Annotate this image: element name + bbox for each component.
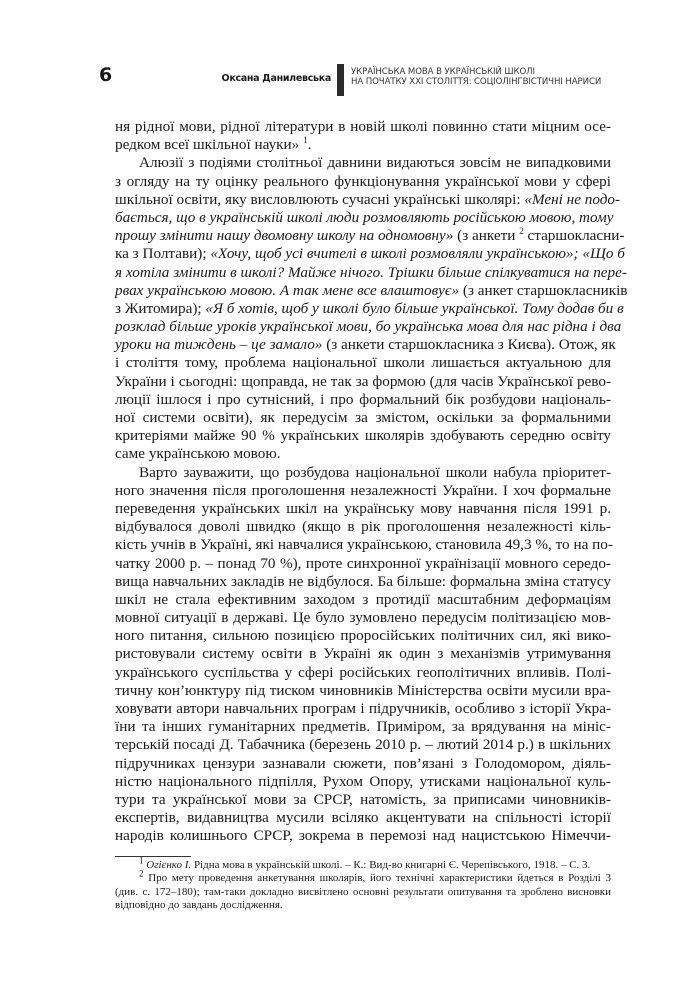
footnote-separator: [115, 856, 191, 857]
text-line: [115, 154, 611, 172]
text-run: тури та української мови за СРСР, натомість, за приписами чиновників-: [115, 790, 611, 808]
text-run: Рідна мова в українській школі. – К.: Вид-во книгарні Є. Черепівського, 1918. – С. 3.: [191, 859, 591, 871]
text-run: ховувати автори навчальних програм і підручників, особливо з історії Укра-: [115, 700, 611, 717]
text-run: (з анкети старшокласника з Києва). Отож, як: [322, 336, 616, 354]
text-run: з огляду на ту оцінку реального функціонування української мови у сфері: [115, 172, 611, 190]
text-line: [115, 263, 627, 282]
text-run: народів колишнього СРСР, зокрема в перемозі над нацистською Німеччи-: [115, 827, 611, 845]
text-line: [115, 464, 611, 482]
footnote-ref[interactable]: 1: [303, 135, 308, 146]
text-run: відбувалося доволі швидко (якщо в рік проголошення незалежності кіль-: [115, 518, 611, 536]
text-run: критеріями майже 90 % українських школярів здобувають середню освіту: [115, 427, 611, 445]
text-line: [115, 190, 621, 209]
text-line: [115, 700, 611, 718]
text-line: [115, 536, 611, 554]
text-run: ка з Полтави);: [115, 245, 211, 263]
running-head-author: Оксана Данилевська: [221, 73, 331, 84]
text-run: чатку 2000 р. – понад 70 %), проте синхронної українізації мовного середо-: [115, 554, 611, 572]
text-line: [115, 409, 611, 427]
footnote: [115, 868, 611, 912]
italic-quote: бається, що в українській школі люди розмовляють російською мовою, тому: [115, 208, 614, 226]
text-line: [115, 827, 611, 845]
footnotes: [115, 855, 611, 913]
footnote-ref[interactable]: 1: [139, 855, 144, 866]
text-line: [115, 299, 624, 318]
paragraph: [115, 118, 611, 154]
text-run: ної системи освіти), як передусім за змістом, оскільки за формальними: [115, 409, 611, 426]
text-run: .: [307, 136, 312, 154]
text-line: [115, 755, 611, 773]
text-run: відповідно до завдань дослідження.: [115, 899, 283, 912]
italic-quote: Огієнко І.: [146, 859, 192, 871]
text-line: [115, 482, 611, 500]
text-run: люції ішлося і про сутнісний, і про формальний бік розбудови національ-: [115, 390, 611, 408]
text-line: [115, 208, 614, 227]
text-line: [115, 573, 611, 591]
text-run: (див. с. 172–180); там-таки докладно висвітлено основні результати опитування та зроблено висновки: [115, 885, 611, 898]
text-run: і століття тому, проблема національної школи лишається актуальною для: [115, 354, 611, 372]
text-run: їни та інших гуманітарних предметів. Приміром, за врядування на мініс-: [115, 718, 611, 736]
header-divider-bar: [337, 64, 344, 96]
text-line: [115, 899, 611, 912]
text-line: [115, 373, 611, 391]
text-line: [115, 609, 611, 627]
text-line: [115, 868, 611, 885]
text-run: редком всеї шкільної науки»: [115, 136, 304, 154]
text-run: старшокласни-: [523, 227, 625, 245]
text-run: з Житомира);: [115, 299, 206, 317]
text-run: ня рідної мови, рідної літератури в новій школі повинно стати міцним осе-: [115, 118, 611, 135]
text-run: підручниках цензури зазнавали сюжети, пов’язані з Голодомором, діяль-: [115, 754, 611, 772]
text-line: [115, 136, 611, 154]
text-line: [115, 855, 611, 872]
text-line: [115, 226, 625, 245]
text-line: [115, 518, 611, 536]
text-run: тичну кон’юнктуру під тиском чиновників Міністерства освіти мусили вра-: [115, 681, 611, 699]
text-line: [115, 809, 611, 827]
page-number: 6: [99, 64, 113, 86]
text-line: [115, 245, 625, 263]
running-head-title-line: УКРАЇНСЬКА МОВА В УКРАЇНСЬКІЙ ШКОЛІ: [351, 67, 535, 77]
italic-quote: уроки на тиждень – це замало»: [115, 336, 323, 354]
text-run: мовної ситуації в державі. Це було зумовлено передусім політизацією мов-: [115, 609, 611, 627]
text-line: [115, 591, 611, 609]
italic-quote: «Хочу, щоб усі вчителі в школі розмовляли українською»; «Що б: [210, 245, 625, 263]
text-run: саме українською мовою.: [115, 445, 281, 463]
text-run: ністю національного підпілля, Рухом Опору, утисками національної куль-: [115, 772, 611, 790]
text-run: шкільної освіти, яку висловлюють сучасні українські школярі:: [115, 190, 525, 208]
italic-quote: «Мені не подо-: [524, 190, 621, 208]
running-head-title-line: НА ПОЧАТКУ XXI СТОЛІТТЯ: СОЦІОЛІНГВІСТИЧНІ НАРИСИ: [351, 77, 602, 87]
running-head-title: [351, 67, 601, 87]
text-run: переведення українських шкіл на українську мову навчання після 1991 р.: [115, 499, 611, 517]
text-line: [115, 645, 611, 663]
text-line: [115, 718, 611, 736]
text-line: [115, 773, 611, 791]
text-run: Про мету проведення анкетування школярів, його технічні характеристики йдеться в Розділі 3: [143, 872, 611, 885]
italic-quote: «Я б хотів, щоб у школі було більше української. Тому додав би в: [205, 299, 624, 317]
text-run: експертів, видавництва мусили всіляко акцентувати на спільності історії: [115, 809, 611, 827]
text-line: [115, 336, 616, 354]
text-run: ного питання, сильною позицією проросійських політичних сил, які вико-: [115, 627, 611, 645]
text-line: [115, 445, 611, 463]
text-line: [115, 173, 611, 191]
text-line: [115, 886, 611, 899]
footnote-ref[interactable]: 2: [139, 868, 144, 879]
text-run: Алюзії з подіями столітньої давнини видаються зовсім не випадковими: [139, 154, 611, 172]
text-run: ного значення після проголошення незалежності України. І хоч формальне: [115, 481, 611, 499]
italic-quote: прошу змінити нашу двомовну школу на одномовну»: [115, 227, 454, 245]
italic-quote: розклад більше уроків української мови, бо українська мова для нас рідна і два: [115, 318, 622, 336]
text-line: [115, 627, 611, 645]
italic-quote: рвах українською мовою. А так мене все влаштовує»: [115, 281, 460, 299]
paragraph: [115, 464, 611, 846]
body-text: [115, 118, 628, 846]
text-line: [115, 664, 611, 682]
text-run: ристовували систему освіти в Україні як один з механізмів утримування: [115, 645, 611, 663]
text-run: шкіл не стала ефективним заходом з протидії масштабним деформаціям: [115, 590, 611, 608]
italic-quote: я хотіла змінити в школі? Майже нічого. Трішки більше спілкуватися на пере-: [115, 263, 627, 281]
footnote: [115, 855, 611, 872]
text-run: вища навчальних закладів не відбулося. Ба більше: формальна зміна статусу: [115, 572, 611, 590]
paragraph: [115, 154, 628, 463]
text-line: [115, 427, 611, 445]
text-line: [115, 682, 611, 700]
text-line: [115, 118, 611, 136]
text-line: [115, 281, 628, 300]
text-line: [115, 791, 611, 809]
text-line: [115, 354, 611, 372]
text-run: українського суспільства у сфері російських геополітичних впливів. Полі-: [115, 663, 611, 681]
text-line: [115, 736, 611, 754]
text-run: України і сьогодні: щоправда, не так за формою (для часів Української рево-: [115, 372, 611, 390]
text-run: Варто зауважити, що розбудова національної школи набула пріоритет-: [139, 463, 611, 481]
text-line: [115, 391, 611, 409]
footnote-ref[interactable]: 2: [519, 226, 524, 237]
text-run: (з анкети: [453, 227, 520, 245]
text-run: терській посаді Д. Табачника (березень 2010 р. – лютий 2014 р.) в шкільних: [115, 736, 611, 754]
text-line: [115, 500, 611, 518]
text-line: [115, 555, 611, 573]
text-run: (з анкет старшокласників: [459, 281, 628, 299]
text-run: кість учнів в Україні, які навчалися українською, становила 49,3 %, то на по-: [115, 536, 613, 554]
text-line: [115, 318, 622, 336]
